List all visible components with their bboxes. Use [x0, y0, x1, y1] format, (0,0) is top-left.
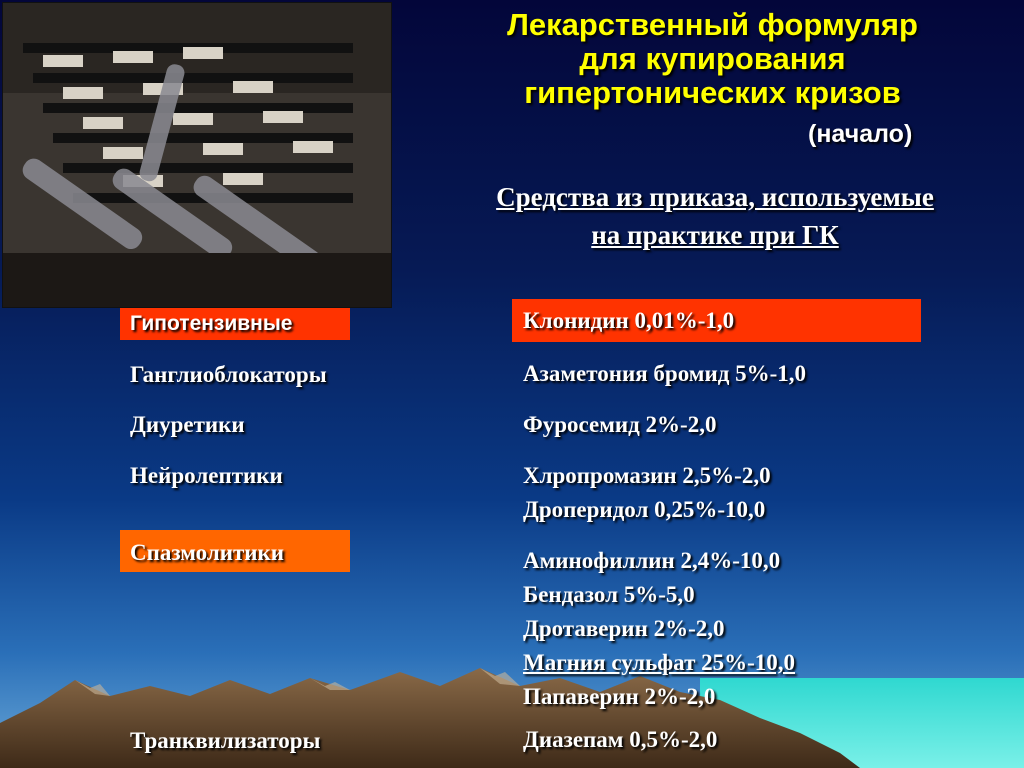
drug-clonidine: Клонидин 0,01%-1,0	[523, 308, 735, 333]
slide-title	[405, 8, 1020, 110]
drug-bendazol: Бендазол 5%-5,0	[523, 582, 695, 607]
drug-diazepam: Диазепам 0,5%-2,0	[523, 727, 718, 752]
title-line-2: для купирования	[579, 41, 846, 76]
category-neuroleptics: Нейролептики	[130, 463, 283, 488]
category-diuretics: Диуретики	[130, 412, 245, 437]
title-note: (начало)	[808, 120, 913, 148]
category-tranquilizers: Транквилизаторы	[130, 728, 321, 753]
category-ganglioblockers: Ганглиоблокаторы	[130, 362, 327, 387]
drug-azamethonium: Азаметония бромид 5%-1,0	[523, 361, 806, 386]
card-index-photo	[3, 3, 391, 307]
drug-aminophylline: Аминофиллин 2,4%-10,0	[523, 548, 781, 573]
category-spasmolytics: Спазмолитики	[130, 540, 285, 565]
drug-furosemide: Фуросемид 2%-2,0	[523, 412, 717, 437]
card-index-illustration	[3, 3, 391, 307]
drug-droperidol: Дроперидол 0,25%-10,0	[523, 497, 766, 522]
drug-chlorpromazine: Хлропромазин 2,5%-2,0	[523, 463, 771, 488]
subtitle-line-1: Средства из приказа, используемые	[496, 182, 934, 212]
drug-magnesium-sulfate: Магния сульфат 25%-10,0	[523, 650, 796, 675]
title-line-3: гипертонических кризов	[524, 75, 901, 110]
drug-drotaverine: Дротаверин 2%-2,0	[523, 616, 725, 641]
subtitle-line-2: на практике при ГК	[591, 220, 839, 250]
category-hypotensive: Гипотензивные	[130, 312, 293, 335]
title-line-1: Лекарственный формуляр	[507, 7, 918, 42]
slide-subtitle	[420, 178, 1010, 254]
drug-papaverine: Папаверин 2%-2,0	[523, 684, 716, 709]
